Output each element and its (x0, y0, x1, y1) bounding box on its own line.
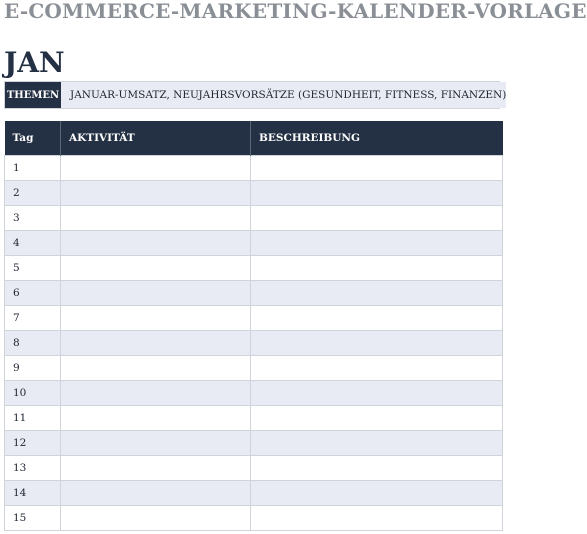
table-row (5, 155, 503, 180)
calendar-table (4, 121, 503, 531)
day-cell: 2 (5, 180, 61, 205)
table-row (5, 355, 503, 380)
column-header-description: BESCHREIBUNG (251, 121, 503, 155)
table-header-row (5, 121, 503, 155)
table-row (5, 380, 503, 405)
description-cell[interactable] (251, 280, 503, 305)
description-cell[interactable] (251, 455, 503, 480)
day-cell: 6 (5, 280, 61, 305)
activity-cell[interactable] (61, 405, 251, 430)
activity-cell[interactable] (61, 255, 251, 280)
activity-cell[interactable] (61, 380, 251, 405)
activity-cell[interactable] (61, 430, 251, 455)
document-title: E-COMMERCE-MARKETING-KALENDER-VORLAGE (4, 0, 587, 23)
day-cell: 7 (5, 305, 61, 330)
description-cell[interactable] (251, 155, 503, 180)
table-row (5, 330, 503, 355)
activity-cell[interactable] (61, 280, 251, 305)
day-cell: 14 (5, 480, 61, 505)
description-cell[interactable] (251, 255, 503, 280)
description-cell[interactable] (251, 230, 503, 255)
activity-cell[interactable] (61, 355, 251, 380)
description-cell[interactable] (251, 330, 503, 355)
month-heading: JAN (4, 46, 65, 79)
day-cell: 13 (5, 455, 61, 480)
description-cell[interactable] (251, 180, 503, 205)
day-cell: 5 (5, 255, 61, 280)
day-cell: 9 (5, 355, 61, 380)
description-cell[interactable] (251, 480, 503, 505)
table-row (5, 180, 503, 205)
table-row (5, 255, 503, 280)
column-header-activity: AKTIVITÄT (61, 121, 251, 155)
day-cell: 1 (5, 155, 61, 180)
activity-cell[interactable] (61, 305, 251, 330)
day-cell: 15 (5, 505, 61, 530)
description-cell[interactable] (251, 505, 503, 530)
activity-cell[interactable] (61, 480, 251, 505)
description-cell[interactable] (251, 430, 503, 455)
themes-label: THEMEN (5, 82, 61, 108)
activity-cell[interactable] (61, 155, 251, 180)
table-row (5, 205, 503, 230)
table-row (5, 405, 503, 430)
calendar-body (5, 155, 503, 530)
themes-bar (4, 81, 507, 109)
day-cell: 4 (5, 230, 61, 255)
description-cell[interactable] (251, 405, 503, 430)
day-cell: 12 (5, 430, 61, 455)
activity-cell[interactable] (61, 180, 251, 205)
table-row (5, 305, 503, 330)
activity-cell[interactable] (61, 330, 251, 355)
day-cell: 3 (5, 205, 61, 230)
day-cell: 11 (5, 405, 61, 430)
themes-text[interactable]: JANUAR-UMSATZ, NEUJAHRSVORSÄTZE (GESUNDHEIT, FITNESS, FINANZEN) (61, 82, 506, 108)
day-cell: 10 (5, 380, 61, 405)
description-cell[interactable] (251, 380, 503, 405)
table-row (5, 505, 503, 530)
activity-cell[interactable] (61, 230, 251, 255)
description-cell[interactable] (251, 205, 503, 230)
description-cell[interactable] (251, 305, 503, 330)
day-cell: 8 (5, 330, 61, 355)
table-row (5, 230, 503, 255)
activity-cell[interactable] (61, 205, 251, 230)
table-row (5, 280, 503, 305)
activity-cell[interactable] (61, 455, 251, 480)
activity-cell[interactable] (61, 505, 251, 530)
table-row (5, 455, 503, 480)
description-cell[interactable] (251, 355, 503, 380)
table-row (5, 480, 503, 505)
column-header-day: Tag (5, 121, 61, 155)
table-row (5, 430, 503, 455)
